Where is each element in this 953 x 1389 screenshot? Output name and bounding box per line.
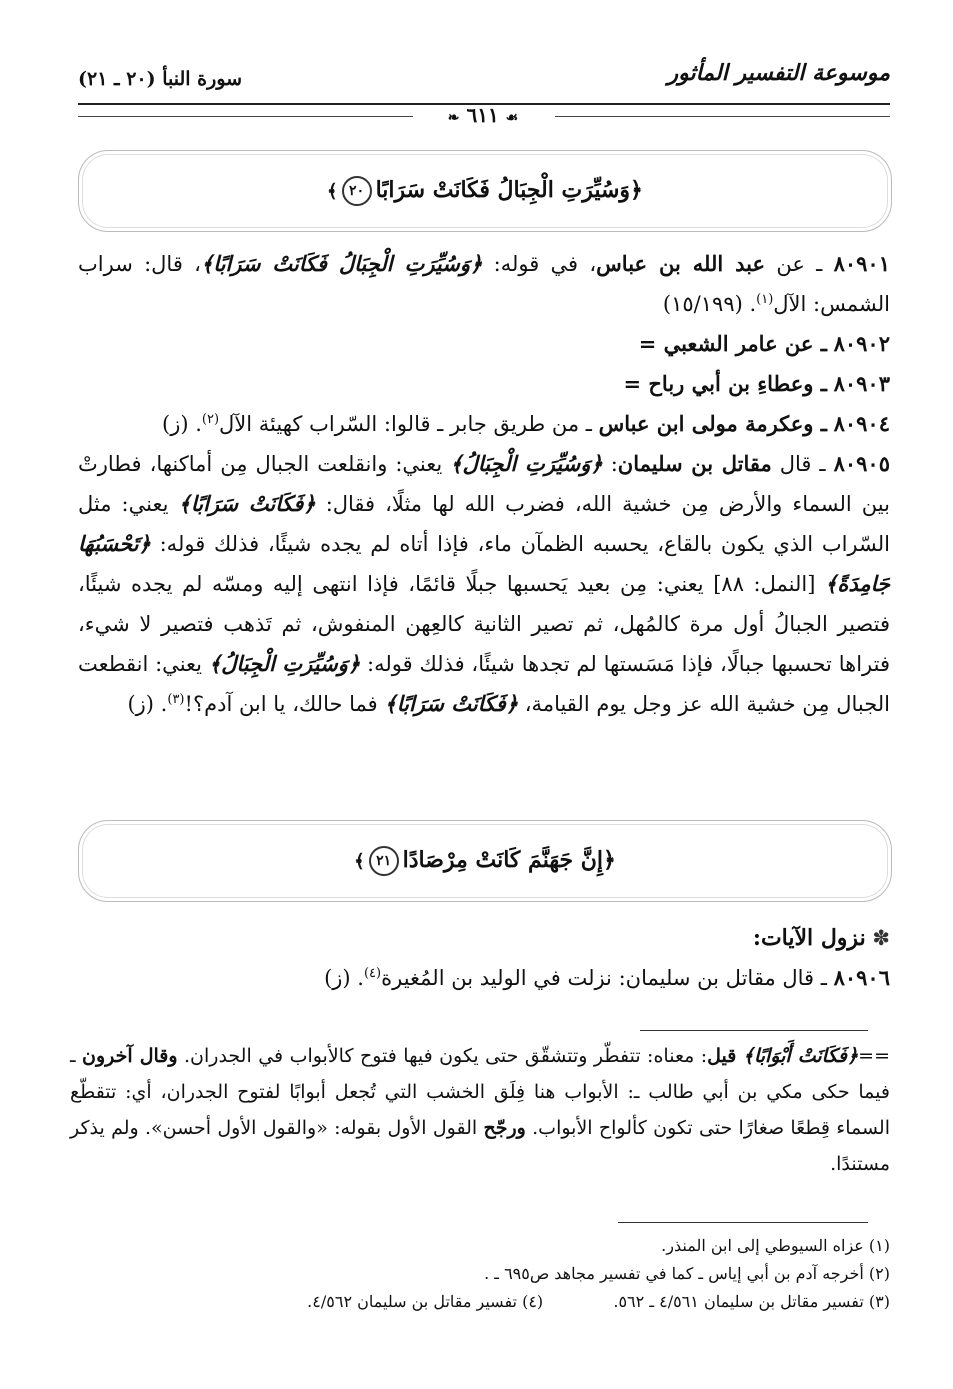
quran-quote: ﴿تَحْسَبُهَا جَامِدَةً﴾ [78,531,890,596]
note-text: ـ فيما حكى مكي بن أبي طالب ـ: الأبواب هنا فِلَق الخشب التي تُجعل أبوابًا لفتوح الجدران، أي: تتقطّع السماء قِطعًا صغارًا حتى تكون كألواح الأبواب. [70,1045,891,1139]
page-number-row [78,105,890,129]
note-text: : معناه: تتفطّر وتتشقّق حتى يكون فيها فتوح كالأبواب في الجدران. [184,1045,708,1067]
narration-text: يعني: وانقلعت الجبال مِن أماكنها، فطارتْ بين السماء والأرض مِن خشية الله، فضرب الله لها مثلًا، فقال: [78,452,890,516]
narration-80905 [78,444,890,724]
footnote-ref: (٣) [167,692,185,707]
narration-80901 [78,244,890,324]
footnote-divider [618,1222,868,1223]
narrator-name: ـ وعكرمة مولى ابن عباس [598,411,827,436]
section-title: نزول الآيات: [752,925,866,951]
ornament-icon: ☙ [505,110,519,126]
narration-number: ٨٠٩٠٤ [833,411,890,436]
page-number-line-right [555,116,890,117]
footnote-3-4 [78,1288,890,1316]
narration-80906 [78,958,890,998]
narration-text: [النمل: ٨٨] يعني: مِن بعيد يَحسبها جبلًا قائمًا، فإذا انتهى إليه ومسّه لم يجده شيئًا، فتصير الجبالُ أول مرة كالمُهل، ثم تصير الثانية كالعِهن المنفوش، ثم تَذهب فتصير لا شيء، فتراها تحسبها جبالًا، فإذا مَسَستها لم تجدها شيئًا، فذلك قوله: [78,572,891,676]
flower-icon: ✽ [872,926,890,950]
narration-text: ـ من طريق جابر ـ قالوا: السّراب كهيئة الآل [219,412,592,436]
footnote-ref: (١) [756,292,774,307]
ayah-frame [78,820,892,902]
quran-quote: ﴿وَسُيِّرَتِ الْجِبَالُ﴾ [450,451,603,476]
narration-text: . (ز) [324,966,364,990]
narration-text: ـ قال مقاتل بن سليمان: نزلت في الوليد بن المُغيرة [381,966,827,990]
narration-text: . (ز) [127,692,168,716]
narration-text: : [610,452,618,476]
narration-number: ٨٠٩٠٦ [833,965,890,990]
narrator-name: عبد الله بن عباس [596,251,766,276]
note-keyword: وقال آخرون [82,1045,178,1067]
ornament-icon: ❧ [447,110,460,126]
footnotes [78,1232,890,1316]
ayah-text [354,846,616,876]
editor-note [70,1038,890,1182]
page-number-line-left [78,116,413,117]
note-keyword: ورجّح [483,1117,526,1139]
footnote-1: (١) عزاه السيوطي إلى ابن المنذر. [661,1236,890,1255]
narration-text: يعني: انقطعت الجبال مِن خشية الله عز وجل يوم القيامة، [78,652,890,716]
narration-80902 [78,324,890,364]
narration-number: ٨٠٩٠١ [833,251,890,276]
footnote-ref: (٤) [363,966,382,981]
narration-number: ٨٠٩٠٥ [833,451,890,476]
narration-80904 [78,404,890,444]
narration-text: يعني: مثل السّراب الذي يكون بالقاع، يحسبه الظمآن ماء، فإذا أتاه لم يجده شيئًا، فذلك قوله: [78,492,890,556]
footnote-4: (٤) تفسير مقاتل بن سليمان ٤/٥٦٢. [307,1292,544,1311]
narrations [78,244,890,724]
note-divider [640,1030,868,1031]
ayah-words: ﴿إِنَّ جَهَنَّمَ كَانَتْ مِرْصَادًا [402,847,616,873]
narration-text: ـ عن [776,252,823,276]
footnote-3: (٣) تفسير مقاتل بن سليمان ٤/٥٦١ ـ ٥٦٢. [613,1292,890,1311]
narration-text: ـ وعطاءِ بن أبي رباح = [623,371,827,396]
quran-quote: ﴿فَكَانَتْ سَرَابًا﴾ [178,491,316,516]
narration-text: ـ عن عامر الشعبي = [638,331,827,356]
footnote-ref: (٢) [201,412,220,427]
running-header [78,58,890,108]
page-number: ٦١١ [466,103,499,127]
ayah-number-icon: ٢٠ [342,176,372,206]
ayah-number-icon: ٢١ [369,846,399,876]
ayah-close-bracket: ﴾ [354,851,365,872]
narration-text: ، في قوله: [493,252,597,276]
narration-80903 [78,364,890,404]
quran-quote: ﴿وَسُيِّرَتِ الْجِبَالُ﴾ [208,651,361,676]
ayah-close-bracket: ﴾ [327,181,338,202]
quran-quote: ﴿فَكَانَتْ أَبْوَابًا﴾ [742,1045,859,1067]
footnote-2: (٢) أخرجه آدم بن أبي إياس ـ كما في تفسير مجاهد ص٦٩٥ ـ . [484,1264,890,1283]
narration-text: . (ز) [162,412,202,436]
quran-quote: ﴿وَسُيِّرَتِ الْجِبَالُ فَكَانَتْ سَرَابًا﴾ [200,251,483,276]
revelation-section [78,918,890,998]
book-title: موسوعة التفسير المأثور [667,60,890,86]
narrator-name: مقاتل بن سليمان [617,451,772,476]
narration-number: ٨٠٩٠٢ [833,331,890,356]
ayah-frame [78,150,892,232]
narration-text: ـ قال [779,452,826,476]
page-number-block [428,103,538,127]
note-keyword: قيل [707,1045,737,1067]
narration-text: . (١٥/١٩٩) [662,292,757,316]
narration-text: فما حالك، يا ابن آدم؟! [184,692,378,716]
narration-text: ، قال: سراب الشمس: الآل [78,252,890,316]
note-text: القول الأول بقوله: «والقول الأول أحسن». ولم يذكر مستندًا. [70,1117,890,1175]
note-continuation-mark: == [858,1045,890,1067]
quran-quote: ﴿فَكَانَتْ سَرَابًا﴾ [384,691,519,716]
section-heading [78,918,890,958]
ayah-text [327,176,643,206]
surah-reference: سورة النبأ (٢٠ ـ ٢١) [78,68,243,90]
narration-number: ٨٠٩٠٣ [833,371,890,396]
ayah-words: ﴿وَسُيِّرَتِ الْجِبَالُ فَكَانَتْ سَرَابًا [375,177,643,203]
